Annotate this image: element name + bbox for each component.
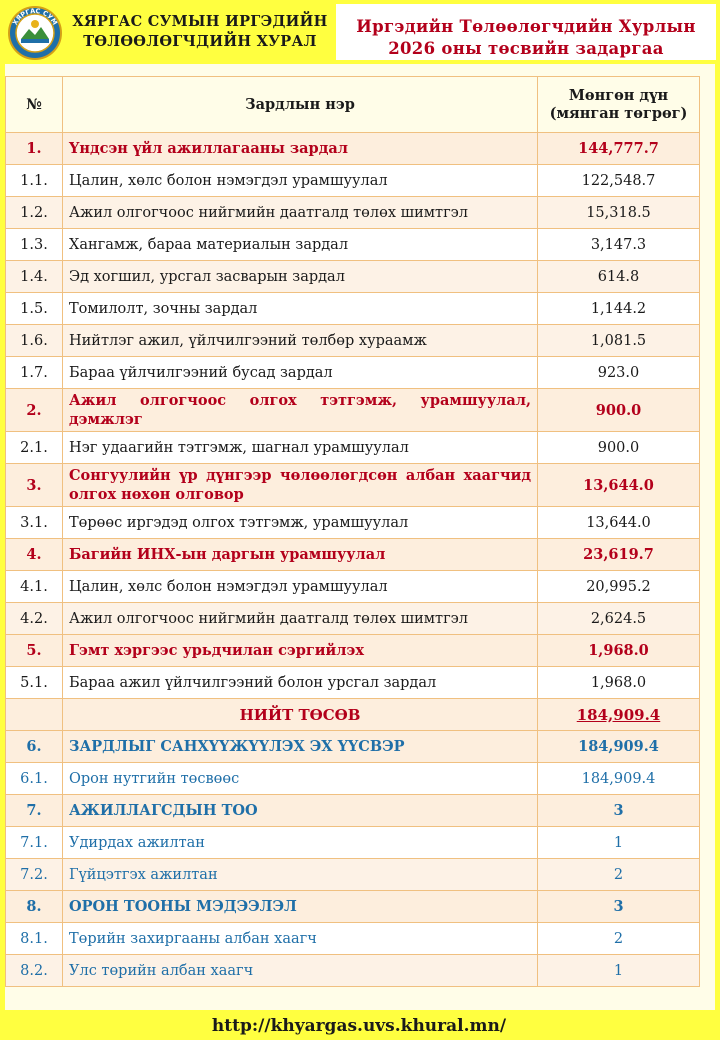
table-row xyxy=(6,165,700,197)
row-amount: 184,909.4 xyxy=(538,731,700,763)
row-number: 8. xyxy=(6,891,63,923)
row-number: 6.1. xyxy=(6,763,63,795)
row-number: 5.1. xyxy=(6,667,63,699)
table-row xyxy=(6,667,700,699)
table-row xyxy=(6,923,700,955)
row-name: Гэмт хэргээс урьдчилан сэргийлэх xyxy=(63,635,538,667)
row-amount: 1 xyxy=(538,827,700,859)
row-amount: 2 xyxy=(538,859,700,891)
row-number: 1. xyxy=(6,133,63,165)
table-row xyxy=(6,293,700,325)
row-number: 1.7. xyxy=(6,357,63,389)
row-amount: 900.0 xyxy=(538,432,700,464)
row-name: Ажил олгогчоос нийгмийн даатгалд төлөх шимтгэл xyxy=(63,603,538,635)
org-name-line2: ТӨЛӨӨЛӨГЧДИЙН ХУРАЛ xyxy=(83,33,317,50)
document-title-line2: 2026 оны төсвийн задаргаа xyxy=(388,39,664,58)
document-title-line1: Иргэдийн Төлөөлөгчдийн Хурлын xyxy=(356,17,696,36)
row-name: Гүйцэтгэх ажилтан xyxy=(63,859,538,891)
table-row xyxy=(6,325,700,357)
row-amount: 900.0 xyxy=(538,389,700,432)
table-row xyxy=(6,827,700,859)
table-row xyxy=(6,432,700,464)
budget-table xyxy=(5,76,700,987)
row-amount: 13,644.0 xyxy=(538,507,700,539)
row-amount: 1,968.0 xyxy=(538,635,700,667)
row-name: Хангамж, бараа материалын зардал xyxy=(63,229,538,261)
row-amount: 614.8 xyxy=(538,261,700,293)
row-number: 1.2. xyxy=(6,197,63,229)
row-name: Төрийн захиргааны албан хаагч xyxy=(63,923,538,955)
row-name: Орон нутгийн төсвөөс xyxy=(63,763,538,795)
row-name: Багийн ИНХ-ын даргын урамшуулал xyxy=(63,539,538,571)
row-name: Ажил олгогчоос нийгмийн даатгалд төлөх шимтгэл xyxy=(63,197,538,229)
column-header-number: № xyxy=(6,77,63,133)
table-row-category xyxy=(6,389,700,432)
row-number: 7.2. xyxy=(6,859,63,891)
row-amount: 1,968.0 xyxy=(538,667,700,699)
row-amount: 1,081.5 xyxy=(538,325,700,357)
table-row xyxy=(6,357,700,389)
row-number: 1.6. xyxy=(6,325,63,357)
column-header-amount-line1: Мөнгөн дүн xyxy=(568,86,669,104)
emblem-logo-icon xyxy=(7,5,63,61)
total-empty-cell xyxy=(6,699,63,731)
row-amount: 184,909.4 xyxy=(538,763,700,795)
row-amount: 15,318.5 xyxy=(538,197,700,229)
column-header-amount-line2: (мянган төгрөг) xyxy=(549,104,688,122)
row-amount: 20,995.2 xyxy=(538,571,700,603)
org-name-line1: ХЯРГАС СУМЫН ИРГЭДИЙН xyxy=(72,13,328,30)
row-name: Бараа үйлчилгээний бусад зардал xyxy=(63,357,538,389)
row-number: 4.2. xyxy=(6,603,63,635)
table-row-section xyxy=(6,731,700,763)
row-amount: 122,548.7 xyxy=(538,165,700,197)
row-name: Сонгуулийн үр дүнгээр чөлөөлөгдсөн албан хаагчид олгох нөхөн олговор xyxy=(63,464,538,507)
row-number: 7. xyxy=(6,795,63,827)
header-title-block xyxy=(336,4,716,60)
row-number: 6. xyxy=(6,731,63,763)
row-name: ОРОН ТООНЫ МЭДЭЭЛЭЛ xyxy=(63,891,538,923)
row-name: Эд хогшил, урсгал засварын зардал xyxy=(63,261,538,293)
column-header-amount xyxy=(538,77,700,133)
row-name: Нэг удаагийн тэтгэмж, шагнал урамшуулал xyxy=(63,432,538,464)
row-amount: 1,144.2 xyxy=(538,293,700,325)
table-row xyxy=(6,261,700,293)
row-amount: 3 xyxy=(538,795,700,827)
row-name: Ажил олгогчоос олгох тэтгэмж, урамшуулал, дэмжлэг xyxy=(63,389,538,432)
column-header-name: Зардлын нэр xyxy=(63,77,538,133)
total-amount-cell xyxy=(538,699,700,731)
row-name: Улс төрийн албан хаагч xyxy=(63,955,538,987)
table-header-row xyxy=(6,77,700,133)
row-name: Цалин, хөлс болон нэмэгдэл урамшуулал xyxy=(63,165,538,197)
table-row xyxy=(6,763,700,795)
total-amount: 184,909.4 xyxy=(576,705,661,724)
row-name: Удирдах ажилтан xyxy=(63,827,538,859)
row-name: АЖИЛЛАГСДЫН ТОО xyxy=(63,795,538,827)
table-row xyxy=(6,229,700,261)
row-number: 2.1. xyxy=(6,432,63,464)
row-name: Нийтлэг ажил, үйлчилгээний төлбөр хураамж xyxy=(63,325,538,357)
row-number: 1.3. xyxy=(6,229,63,261)
total-row xyxy=(6,699,700,731)
logo-text: ХЯРГАС СУМ xyxy=(11,6,59,27)
row-name: Томилолт, зочны зардал xyxy=(63,293,538,325)
row-number: 8.1. xyxy=(6,923,63,955)
table-row-section xyxy=(6,795,700,827)
row-number: 1.1. xyxy=(6,165,63,197)
row-name: Төрөөс иргэдэд олгох тэтгэмж, урамшуулал xyxy=(63,507,538,539)
table-row-category xyxy=(6,635,700,667)
table-row-category xyxy=(6,539,700,571)
row-name: Үндсэн үйл ажиллагааны зардал xyxy=(63,133,538,165)
table-row-category xyxy=(6,464,700,507)
row-amount: 144,777.7 xyxy=(538,133,700,165)
row-number: 8.2. xyxy=(6,955,63,987)
website-url[interactable]: http://khyargas.uvs.khural.mn/ xyxy=(158,1012,560,1040)
row-amount: 23,619.7 xyxy=(538,539,700,571)
row-amount: 923.0 xyxy=(538,357,700,389)
document-title xyxy=(336,16,716,60)
row-number: 5. xyxy=(6,635,63,667)
org-name xyxy=(69,12,331,52)
row-number: 7.1. xyxy=(6,827,63,859)
table-row xyxy=(6,955,700,987)
row-name: ЗАРДЛЫГ САНХҮҮЖҮҮЛЭХ ЭХ ҮҮСВЭР xyxy=(63,731,538,763)
table-row xyxy=(6,859,700,891)
table-row xyxy=(6,507,700,539)
row-number: 1.4. xyxy=(6,261,63,293)
row-amount: 2,624.5 xyxy=(538,603,700,635)
row-amount: 3,147.3 xyxy=(538,229,700,261)
total-label: НИЙТ ТӨСӨВ xyxy=(63,699,538,731)
row-number: 2. xyxy=(6,389,63,432)
row-amount: 13,644.0 xyxy=(538,464,700,507)
row-number: 3. xyxy=(6,464,63,507)
row-name: Бараа ажил үйлчилгээний болон урсгал зардал xyxy=(63,667,538,699)
row-name: Цалин, хөлс болон нэмэгдэл урамшуулал xyxy=(63,571,538,603)
table-row xyxy=(6,197,700,229)
row-number: 4. xyxy=(6,539,63,571)
table-row-category xyxy=(6,133,700,165)
row-number: 4.1. xyxy=(6,571,63,603)
row-number: 1.5. xyxy=(6,293,63,325)
row-amount: 3 xyxy=(538,891,700,923)
table-row xyxy=(6,571,700,603)
row-number: 3.1. xyxy=(6,507,63,539)
row-amount: 2 xyxy=(538,923,700,955)
header-org-block xyxy=(5,4,331,60)
table-row xyxy=(6,603,700,635)
row-amount: 1 xyxy=(538,955,700,987)
table-row-section xyxy=(6,891,700,923)
